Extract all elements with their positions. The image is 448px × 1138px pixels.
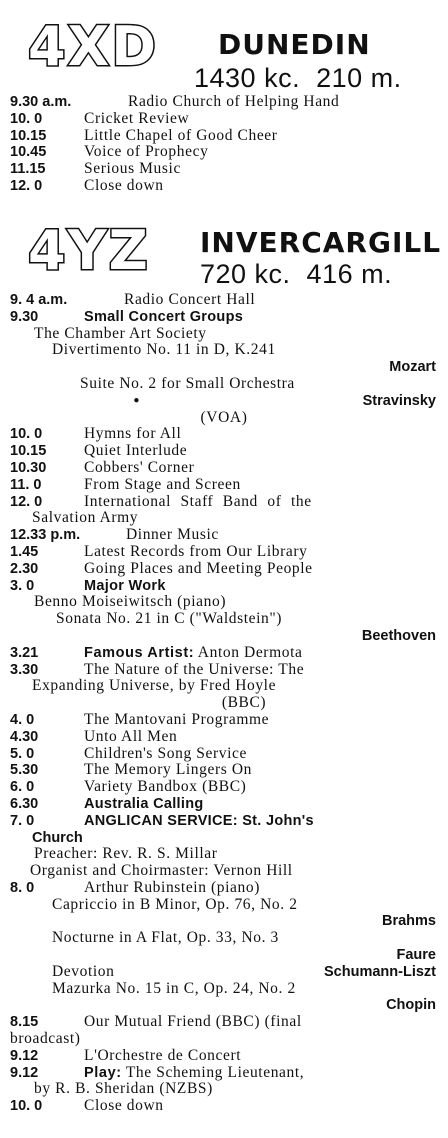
programme-row <box>0 309 448 326</box>
programme-detail <box>0 964 448 981</box>
programme-time: 5. 0 <box>10 745 35 762</box>
programme-row <box>0 144 448 161</box>
programme-time: 10.15 <box>10 127 47 144</box>
programme-detail <box>0 359 448 376</box>
programme-detail <box>0 393 448 410</box>
programme-row <box>0 460 448 477</box>
programme-composer: Faure <box>396 947 436 964</box>
programme-row <box>0 561 448 578</box>
programme-title: Our Mutual Friend (BBC) (final <box>84 1013 302 1031</box>
programme-row <box>0 813 448 830</box>
programme-title: Quiet Interlude <box>84 442 188 460</box>
programme-work: Mazurka No. 15 in C, Op. 24, No. 2 <box>52 979 296 997</box>
programme-time: 6. 0 <box>10 779 35 796</box>
programme-time: 9.12 <box>10 1064 39 1081</box>
programme-time: 9. 4 a.m. <box>10 292 68 308</box>
station-city-invercargill: INVERCARGILL <box>200 226 442 259</box>
programme-row <box>0 161 448 178</box>
programme-row <box>0 527 448 544</box>
station-header-4xd <box>0 15 448 93</box>
station-city-dunedin: DUNEDIN <box>218 28 371 61</box>
programme-title: Close down <box>84 1097 164 1115</box>
programme-row <box>0 880 448 897</box>
programme-author: by R. B. Sheridan (NZBS) <box>34 1080 213 1098</box>
programme-time: 12. 0 <box>10 177 43 194</box>
programme-time: 3.21 <box>10 644 39 661</box>
programme-list-4yz <box>0 292 448 1115</box>
programme-source: (BBC) <box>221 694 267 712</box>
programme-time: 6.30 <box>10 795 39 812</box>
programme-time: 8. 0 <box>10 879 35 896</box>
programme-row <box>0 729 448 746</box>
programme-title: Cobbers' Corner <box>84 458 195 476</box>
programme-time: 8.15 <box>10 1014 39 1031</box>
programme-title <box>84 1065 304 1082</box>
programme-row <box>0 443 448 460</box>
programme-time: 1.45 <box>10 543 39 560</box>
programme-performer: The Chamber Art Society <box>34 324 207 342</box>
programme-detail <box>0 981 448 998</box>
programme-title: Australia Calling <box>84 795 204 812</box>
programme-title: The Nature of the Universe: The <box>84 660 305 678</box>
programme-composer: Mozart <box>389 359 436 376</box>
programme-row <box>0 712 448 729</box>
programme-title: The Memory Lingers On <box>84 761 252 779</box>
programme-work: Capriccio in B Minor, Op. 76, No. 2 <box>52 895 298 913</box>
programme-row <box>0 762 448 779</box>
programme-row <box>0 544 448 561</box>
programme-title: Arthur Rubinstein (piano) <box>84 878 261 896</box>
programme-title-continued: Salvation Army <box>32 509 139 527</box>
programme-detail <box>0 947 448 964</box>
programme-detail <box>0 913 448 930</box>
programme-row <box>0 477 448 494</box>
programme-time: 10.15 <box>10 443 47 460</box>
programme-title: Radio Church of Helping Hand <box>128 93 340 110</box>
programme-row <box>0 94 448 111</box>
programme-time: 10.30 <box>10 459 47 476</box>
programme-detail <box>0 410 448 427</box>
programme-time: 2.30 <box>10 560 39 577</box>
programme-title <box>84 645 302 662</box>
programme-title: International Staff Band of the <box>84 492 312 510</box>
programme-time: 5.30 <box>10 762 39 779</box>
programme-title: Latest Records from Our Library <box>84 542 308 560</box>
programme-title: Radio Concert Hall <box>124 291 256 308</box>
programme-time: 12.33 p.m. <box>10 527 81 544</box>
programme-composer: Stravinsky <box>362 392 436 409</box>
programme-row <box>0 645 448 662</box>
programme-row <box>0 111 448 128</box>
programme-organist: Organist and Choirmaster: Vernon Hill <box>30 862 293 880</box>
programme-detail <box>0 628 448 645</box>
programme-row <box>0 1048 448 1065</box>
station-header-4yz <box>0 220 448 296</box>
station-frequency-4xd: 1430 kc. 210 m. <box>194 63 402 93</box>
programme-time: 9.30 a.m. <box>10 94 72 110</box>
programme-title: Going Places and Meeting People <box>84 559 313 577</box>
programme-preacher: Preacher: Rev. R. S. Millar <box>34 845 218 863</box>
programme-row <box>0 292 448 309</box>
programme-detail <box>0 1031 448 1048</box>
programme-time: 3. 0 <box>10 577 35 594</box>
programme-detail <box>0 830 448 847</box>
programme-row <box>0 426 448 443</box>
programme-title-rest: The Scheming Lieutenant, <box>121 1063 305 1081</box>
programme-work: Nocturne in A Flat, Op. 33, No. 3 <box>52 929 279 947</box>
programme-title: L'Orchestre de Concert <box>84 1046 242 1064</box>
programme-detail <box>0 342 448 359</box>
programme-composer: Brahms <box>382 913 436 930</box>
programme-title: Little Chapel of Good Cheer <box>84 126 278 144</box>
programme-time: 11. 0 <box>10 476 42 493</box>
programme-row <box>0 178 448 195</box>
programme-list-4xd <box>0 94 448 195</box>
programme-row <box>0 1065 448 1082</box>
programme-work: Suite No. 2 for Small Orchestra <box>80 374 295 392</box>
programme-row <box>0 1098 448 1115</box>
programme-time: 4.30 <box>10 728 39 745</box>
programme-title: Cricket Review <box>84 109 190 127</box>
programme-row <box>0 494 448 511</box>
station-frequency-4yz: 720 kc. 416 m. <box>200 259 393 289</box>
programme-detail <box>0 695 448 712</box>
programme-detail <box>0 678 448 695</box>
programme-title-continued: Expanding Universe, by Fred Hoyle <box>32 677 277 695</box>
programme-title: Small Concert Groups <box>84 308 244 325</box>
programme-row <box>0 796 448 813</box>
programme-time: 10. 0 <box>10 426 43 443</box>
programme-work: Sonata No. 21 in C ("Waldstein") <box>56 610 283 628</box>
programme-work: Devotion <box>52 962 115 980</box>
programme-title: Serious Music <box>84 160 181 178</box>
programme-time: 12. 0 <box>10 493 43 510</box>
programme-composer: Beethoven <box>361 627 436 644</box>
programme-row <box>0 662 448 679</box>
programme-title: Voice of Prophecy <box>84 143 209 161</box>
programme-detail <box>0 997 448 1014</box>
programme-performer: Benno Moiseiwitsch (piano) <box>34 593 227 611</box>
programme-time: 9.30 <box>10 308 39 325</box>
programme-row <box>0 1014 448 1031</box>
programme-time: 10. 0 <box>10 1098 43 1115</box>
programme-time: 10. 0 <box>10 110 43 127</box>
programme-detail <box>0 863 448 880</box>
programme-row <box>0 578 448 595</box>
programme-row <box>0 128 448 145</box>
programme-time: 9.12 <box>10 1047 39 1064</box>
programme-title: Variety Bandbox (BBC) <box>84 778 247 796</box>
station-logo-4yz: 4YZ <box>28 219 150 282</box>
programme-title: Major Work <box>84 577 166 594</box>
programme-time: 4. 0 <box>10 711 35 728</box>
programme-title: From Stage and Screen <box>84 475 241 493</box>
programme-detail <box>0 510 448 527</box>
programme-time: 7. 0 <box>10 812 35 829</box>
programme-title: Close down <box>84 176 164 194</box>
programme-detail <box>0 846 448 863</box>
programme-title-continued: Church <box>32 829 83 846</box>
programme-title-bold: Famous Artist: <box>84 644 195 661</box>
station-logo-4xd: 4XD <box>28 15 159 78</box>
programme-title: ANGLICAN SERVICE: St. John's <box>84 812 314 829</box>
programme-time: 10.45 <box>10 144 47 161</box>
programme-title: The Mantovani Programme <box>84 710 270 728</box>
programme-work: Divertimento No. 11 in D, K.241 <box>52 341 276 359</box>
programme-source: (VOA) <box>200 408 248 426</box>
programme-detail <box>0 930 448 947</box>
bullet-mark: • <box>132 391 141 410</box>
programme-detail <box>0 611 448 628</box>
programme-row <box>0 746 448 763</box>
programme-title-continued: broadcast) <box>10 1030 81 1048</box>
programme-title: Dinner Music <box>126 526 219 544</box>
programme-row <box>0 779 448 796</box>
programme-time: 11.15 <box>10 161 46 178</box>
programme-time: 3.30 <box>10 661 39 678</box>
programme-detail <box>0 594 448 611</box>
programme-title: Hymns for All <box>84 425 182 443</box>
programme-title: Unto All Men <box>84 727 178 745</box>
programme-detail <box>0 1081 448 1098</box>
programme-composer: Chopin <box>386 997 436 1014</box>
programme-detail <box>0 326 448 343</box>
programme-title: Children's Song Service <box>84 744 247 762</box>
programme-title-rest: Anton Dermota <box>194 643 303 661</box>
programme-detail <box>0 897 448 914</box>
programme-title-bold: Play: <box>84 1064 122 1081</box>
programme-detail <box>0 376 448 393</box>
programme-composer: Schumann-Liszt <box>324 963 436 980</box>
